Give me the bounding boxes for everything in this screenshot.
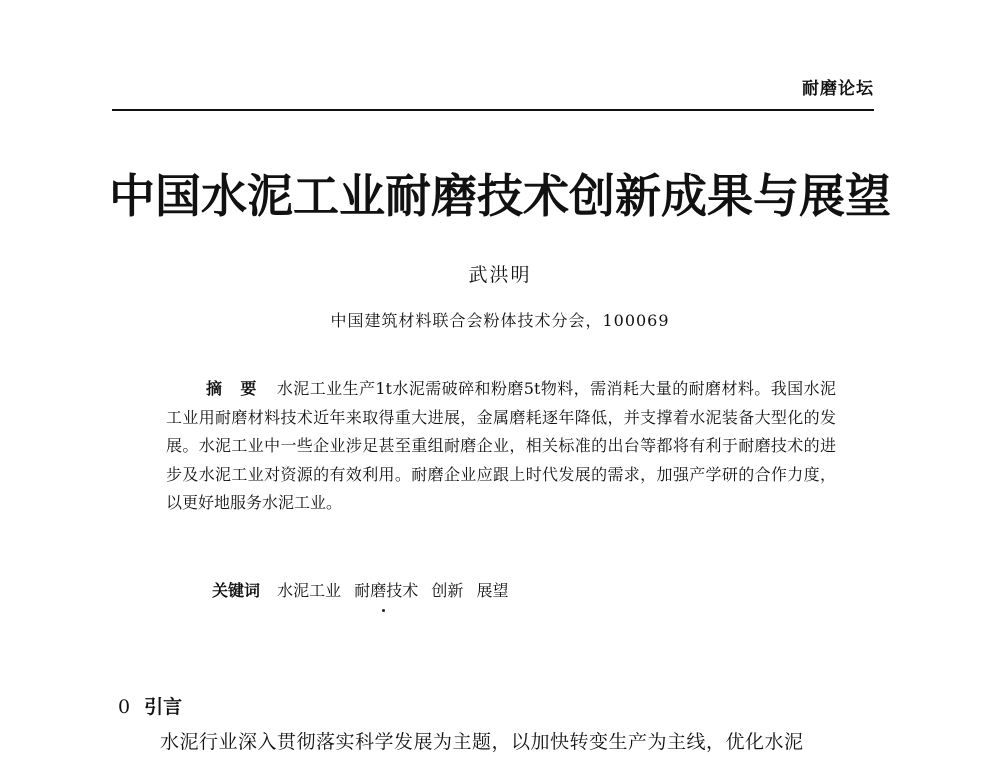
keyword: 展望: [476, 581, 509, 600]
section-number: 0: [118, 696, 131, 718]
author: 武洪明: [468, 264, 532, 286]
affiliation: 中国建筑材料联合会粉体技术分会，100069: [330, 311, 670, 330]
section-label: 耐磨论坛: [802, 79, 874, 99]
keywords-label: 关键词: [212, 581, 261, 600]
paper-title: 中国水泥工业耐磨技术创新成果与展望: [109, 169, 891, 223]
keyword: 创新: [431, 581, 464, 600]
scan-speck: [382, 609, 385, 612]
abstract-label: 摘 要: [206, 379, 263, 398]
keyword: 耐磨技术: [354, 581, 419, 600]
body-text: 水泥行业深入贯彻落实科学发展为主题，以加快转变生产为主线，优化水泥: [160, 731, 804, 753]
header-rule: [112, 109, 874, 111]
section-heading: [118, 692, 182, 719]
abstract: [166, 375, 836, 518]
keyword: 水泥工业: [277, 581, 342, 600]
abstract-text: 水泥工业生产1t水泥需破碎和粉磨5t物料，需消耗大量的耐磨材料。我国水泥工业用耐磨材料技术近年来取得重大进展，金属磨耗逐年降低，并支撑着水泥装备大型化的发展。水泥工业中一些企业涉足甚至重组耐磨企业，相关标准的出台等都将有利于耐磨技术的进步及水泥工业对资源的有效利用。耐磨企业应跟上时代发展的需求，加强产学研的合作力度，以更好地服务水泥工业。: [166, 379, 836, 512]
keywords: [212, 578, 516, 601]
section-title: 引言: [144, 696, 183, 718]
